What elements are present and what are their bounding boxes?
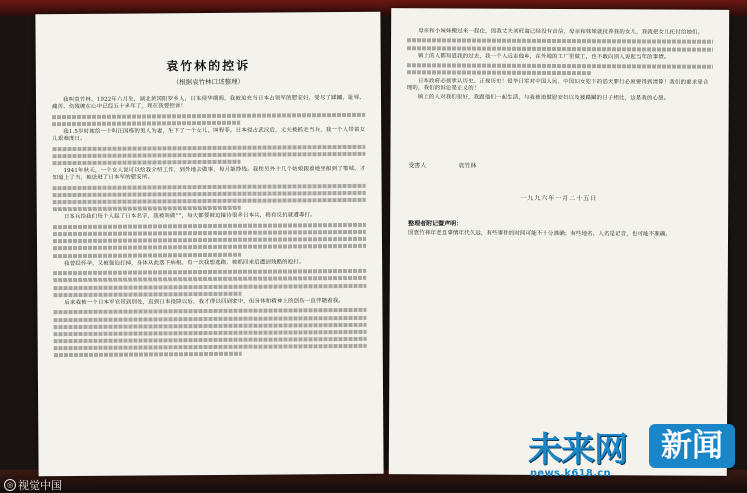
paragraph: 我曾经怀孕，又被强迫打掉，身体从此落下病根。有一次我想逃跑，被抓回来后遭到残酷的殴打。 bbox=[64, 259, 305, 267]
text-line bbox=[53, 244, 366, 250]
text-line bbox=[53, 269, 366, 275]
text-line bbox=[53, 237, 366, 243]
paragraph: 镇上的人都知道我的过去，我一个人远走他乡，在外地的工厂里做工，也不敢向别人说起当年的事情。 bbox=[417, 53, 670, 61]
text-line bbox=[54, 337, 367, 343]
document-title: 袁竹林的控诉 bbox=[166, 58, 251, 74]
signature-label: 受害人 bbox=[408, 162, 427, 170]
text-line bbox=[53, 292, 241, 297]
left-document-page bbox=[35, 12, 383, 476]
text-line bbox=[407, 39, 713, 45]
text-line bbox=[54, 352, 242, 357]
text-line bbox=[52, 160, 240, 165]
text-line bbox=[52, 121, 240, 126]
paragraph: 母亲和小妹妹搬过来一起住，因我丈夫刘旺海已经没有音信，母亲和妹妹就抚养我的女儿，我就把女儿托付给她们。 bbox=[418, 28, 704, 36]
text-line bbox=[53, 223, 366, 229]
logo-box-text: 新闻 bbox=[649, 424, 735, 468]
text-line bbox=[407, 71, 591, 76]
right-document-page bbox=[389, 8, 729, 476]
note-title: 整理者附记暨声明： bbox=[408, 220, 463, 228]
photo-credit-text: 视觉中国 bbox=[18, 479, 62, 492]
text-line bbox=[407, 46, 713, 52]
text-line bbox=[53, 230, 366, 236]
paragraph: 后来我被一个日本军官带到别处，直到日本投降以后，我才得以回到家中，但身体和精神上的创伤一直伴随着我。 bbox=[64, 298, 344, 306]
text-line bbox=[53, 198, 366, 204]
paragraph: 日本政府必须承认历史、正视历史！侵华日军对中国人民、中国妇女犯下的滔天罪行必须要得到清算！我们的要求是合理的，我们的诉讼是正义的！ bbox=[406, 77, 709, 92]
text-line bbox=[52, 152, 365, 158]
signature-date: 一九九六年一月二十五日 bbox=[520, 194, 598, 203]
text-line bbox=[54, 344, 367, 350]
logo-main-text: 未来网 bbox=[528, 430, 627, 470]
logo-url: news.k618.cn bbox=[530, 468, 611, 479]
text-line bbox=[53, 308, 366, 314]
paragraph: 镇上的人对我们很好，我跟他们一起生活，与我被迫做慰安妇以及被蹂躏的日子相比，这是我的心愿。 bbox=[417, 94, 670, 102]
news-logo bbox=[528, 422, 738, 486]
note-text: 因袁竹林年老且事情年代久远，有些事件的时间可能不十分准确；有些地名、人名是记音，也可能不准确。 bbox=[408, 230, 671, 238]
document-subtitle: （根据袁竹林口述整理） bbox=[172, 77, 245, 87]
text-line bbox=[54, 315, 367, 321]
text-line bbox=[54, 323, 367, 329]
text-line bbox=[53, 252, 241, 257]
text-line bbox=[53, 184, 366, 190]
camera-icon: ◎ bbox=[4, 479, 16, 491]
text-line bbox=[53, 276, 366, 282]
text-line bbox=[52, 113, 365, 119]
text-line bbox=[407, 63, 713, 69]
paragraph: 1941年秋天，一个女人说可以给我介绍工作，到外地去做事，每月能挣钱。我和另外十几个姑娘跟着她坐船到了鄂城，才知道上了当，被送进了日本军的慰安所。 bbox=[52, 166, 366, 182]
photo-credit-watermark bbox=[4, 477, 62, 493]
paragraph: 我叫袁竹林，1922年六月生，湖北黄冈阳罗乡人，日本侵华期间，我被迫充当日本占领军的慰安妇，受尽了蹂躏，耻辱、痛苦、伤残缠在心中已经五十多年了，现在我要控诉！ bbox=[52, 94, 366, 111]
text-line bbox=[53, 191, 366, 197]
text-line bbox=[54, 330, 367, 336]
paragraph: 我1.5岁时嫁给一个叫汪国栋的男人为妻，生下了一个女儿，叫程菲。日本侵占武汉后，丈夫被抓走当兵，我一个人带着女儿艰难度日。 bbox=[52, 126, 366, 143]
signature-block bbox=[408, 160, 476, 169]
text-line bbox=[53, 283, 366, 289]
text-line bbox=[53, 206, 241, 211]
signature-name: 袁竹林 bbox=[458, 162, 477, 170]
paragraph: 日本兵给我们每个人起了日本名字，我被叫做“”，每天都要被迫接待很多日本兵，稍有反抗就遭毒打。 bbox=[63, 212, 316, 221]
text-line bbox=[52, 144, 365, 150]
